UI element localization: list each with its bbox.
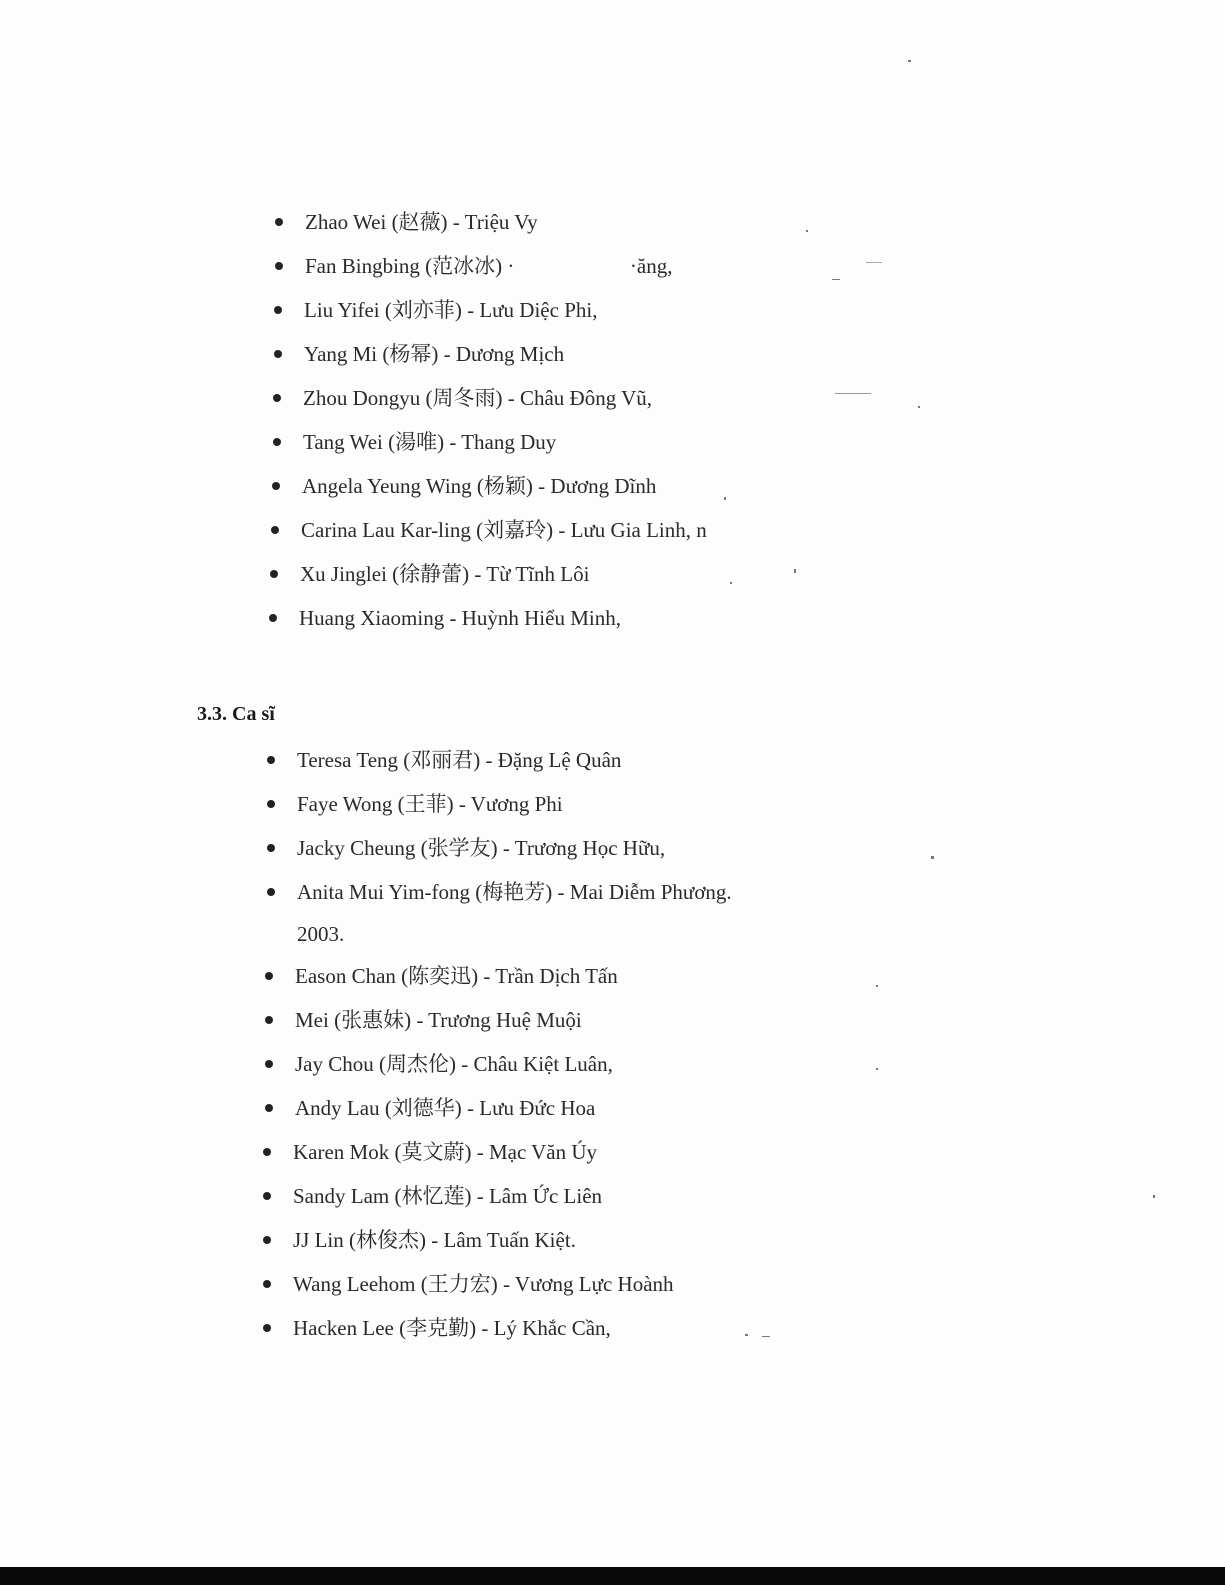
bullet-icon xyxy=(263,1236,271,1244)
bullet-icon xyxy=(273,394,281,402)
bullet-icon xyxy=(265,1016,273,1024)
list-item xyxy=(295,998,730,1042)
scan-speck xyxy=(1153,1195,1155,1198)
list-item xyxy=(293,1174,728,1218)
list-item xyxy=(295,1086,730,1130)
list-item-text: Mei (张惠妹) - Trương Huệ Muội xyxy=(295,1008,582,1032)
list-item-text: Wang Leehom (王力宏) - Vương Lực Hoành xyxy=(293,1272,674,1296)
list-item-text: Zhao Wei (赵薇) - Triệu Vy xyxy=(305,210,538,234)
scan-speck xyxy=(866,262,882,263)
bullet-icon xyxy=(269,614,277,622)
list-item xyxy=(300,552,706,596)
bullet-icon xyxy=(265,1060,273,1068)
list-item-text: Andy Lau (刘德华) - Lưu Đức Hoa xyxy=(295,1096,596,1120)
scan-speck xyxy=(745,1334,748,1336)
bullet-icon xyxy=(275,218,283,226)
list-item-text: Teresa Teng (邓丽君) - Đặng Lệ Quân xyxy=(297,748,622,772)
list-item-text: Sandy Lam (林忆莲) - Lâm Ức Liên xyxy=(293,1184,603,1208)
list-item xyxy=(295,954,730,998)
bullet-icon xyxy=(265,1104,273,1112)
scan-speck xyxy=(794,569,796,573)
bullet-icon xyxy=(274,350,282,358)
list-item xyxy=(293,1130,728,1174)
list-item xyxy=(304,288,710,332)
bullet-icon xyxy=(263,1280,271,1288)
list-item xyxy=(297,738,732,782)
list-item-text: Tang Wei (湯唯) - Thang Duy xyxy=(303,430,557,454)
scan-speck xyxy=(876,1068,878,1070)
actors-list xyxy=(299,200,711,640)
list-item-text: Angela Yeung Wing (杨颖) - Dương Dĩnh xyxy=(302,474,657,498)
list-item xyxy=(305,200,711,244)
bullet-icon xyxy=(263,1192,271,1200)
singers-list xyxy=(293,738,732,1350)
list-item xyxy=(302,464,708,508)
list-item-text: Liu Yifei (刘亦菲) - Lưu Diệc Phi, xyxy=(304,298,598,322)
bullet-icon xyxy=(271,526,279,534)
list-item-text: Fan Bingbing (范冰冰) · ·ăng, xyxy=(305,254,673,278)
scan-speck xyxy=(918,406,920,408)
list-item-text: Zhou Dongyu (周冬雨) - Châu Đông Vũ, xyxy=(303,386,653,410)
list-item-text: Karen Mok (莫文蔚) - Mạc Văn Úy xyxy=(293,1140,598,1164)
bullet-icon xyxy=(267,756,275,764)
list-item xyxy=(303,420,709,464)
scan-speck xyxy=(835,393,871,394)
list-item-text: Faye Wong (王菲) - Vương Phi xyxy=(297,792,563,816)
list-item xyxy=(305,244,711,288)
bullet-icon xyxy=(267,844,275,852)
scan-speck xyxy=(832,279,840,280)
bullet-icon xyxy=(267,800,275,808)
bullet-icon xyxy=(274,306,282,314)
bullet-icon xyxy=(275,262,283,270)
list-item-text: 2003. xyxy=(297,922,345,946)
bullet-icon xyxy=(263,1324,271,1332)
list-item-text: Eason Chan (陈奕迅) - Trần Dịch Tấn xyxy=(295,964,618,988)
bottom-scan-edge xyxy=(0,1567,1225,1585)
list-item xyxy=(293,1262,728,1306)
bullet-icon xyxy=(263,1148,271,1156)
bullet-icon xyxy=(270,570,278,578)
list-item-continuation xyxy=(297,914,732,954)
list-item xyxy=(293,1218,728,1262)
list-item-text: Huang Xiaoming - Huỳnh Hiểu Minh, xyxy=(299,606,621,630)
list-item xyxy=(301,508,707,552)
section-heading: 3.3. Ca sĩ xyxy=(197,703,275,725)
scan-speck xyxy=(724,497,726,500)
bullet-icon xyxy=(272,482,280,490)
list-item-text: Jacky Cheung (张学友) - Trương Học Hữu, xyxy=(297,836,666,860)
scan-speck xyxy=(762,1336,770,1337)
list-item-text: Jay Chou (周杰伦) - Châu Kiệt Luân, xyxy=(295,1052,613,1076)
list-item-text: JJ Lin (林俊杰) - Lâm Tuấn Kiệt. xyxy=(293,1228,576,1252)
list-item xyxy=(295,1042,730,1086)
list-item-text: Anita Mui Yim-fong (梅艳芳) - Mai Diễm Phương. xyxy=(297,880,732,904)
list-item-text: Yang Mi (杨幂) - Dương Mịch xyxy=(304,342,565,366)
list-item-text: Carina Lau Kar-ling (刘嘉玲) - Lưu Gia Linh, n xyxy=(301,518,707,542)
scan-speck xyxy=(876,985,878,987)
list-item xyxy=(303,376,709,420)
list-item xyxy=(297,870,732,914)
list-item xyxy=(299,596,705,640)
bullet-icon xyxy=(265,972,273,980)
list-item xyxy=(297,782,732,826)
scan-speck xyxy=(908,60,911,62)
list-item-text: Hacken Lee (李克勤) - Lý Khắc Cần, xyxy=(293,1316,611,1340)
scan-speck xyxy=(806,230,808,232)
scan-speck xyxy=(730,582,732,584)
list-item xyxy=(293,1306,728,1350)
bullet-icon xyxy=(267,888,275,896)
scan-speck xyxy=(931,856,934,859)
list-item xyxy=(297,826,732,870)
bullet-icon xyxy=(273,438,281,446)
list-item-text: Xu Jinglei (徐静蕾) - Từ Tĩnh Lôi xyxy=(300,562,590,586)
list-item xyxy=(304,332,710,376)
